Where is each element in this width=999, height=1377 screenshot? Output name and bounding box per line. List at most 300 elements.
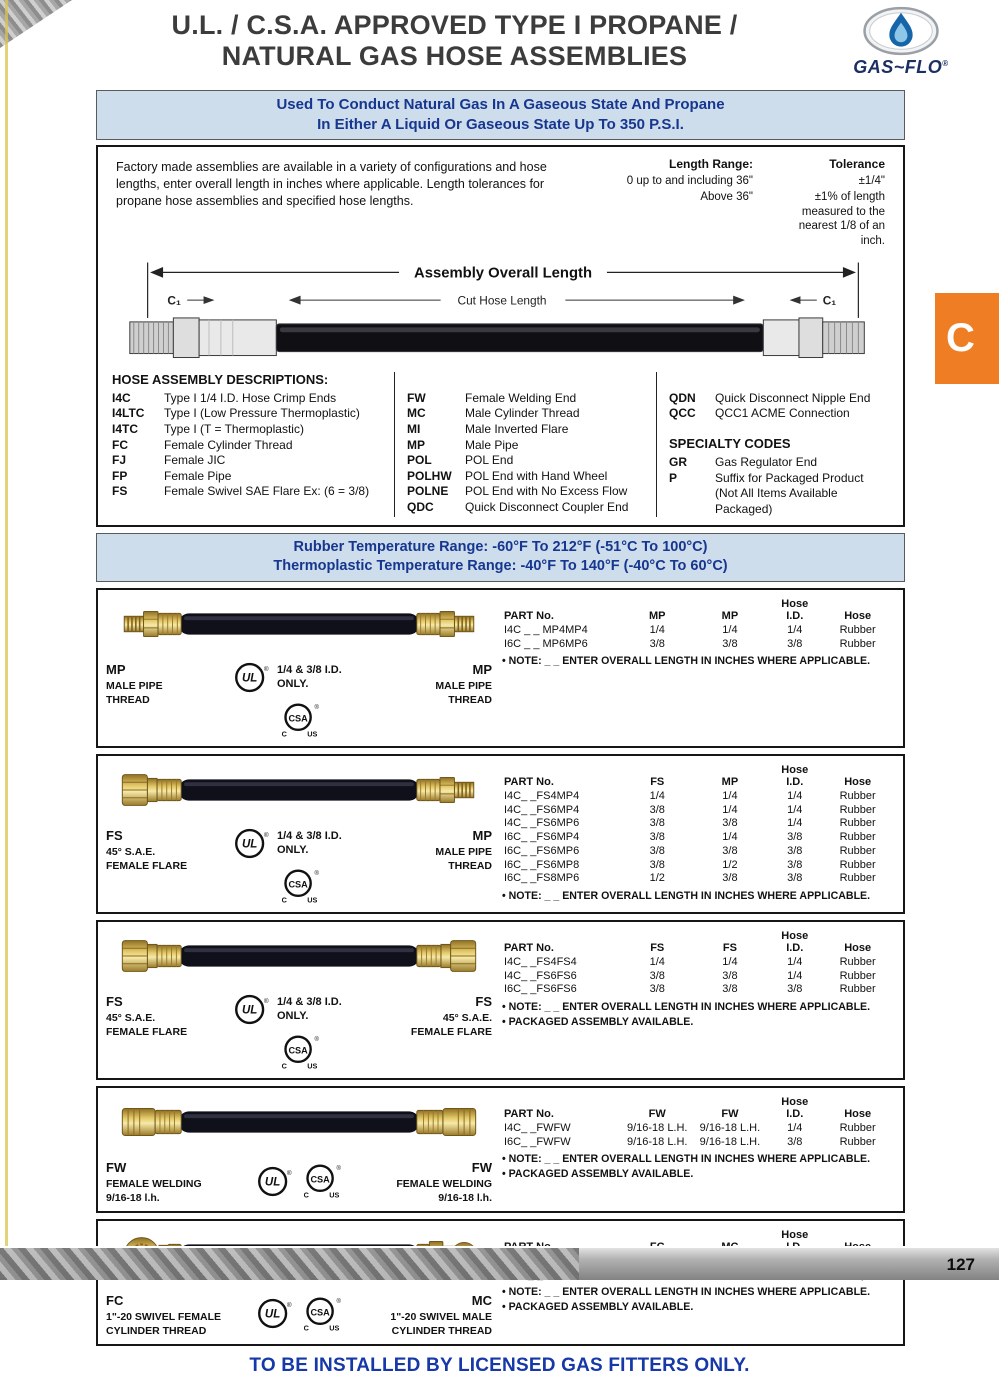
svg-text:®: ® xyxy=(314,871,319,878)
product-visual xyxy=(106,1093,492,1205)
part-spec: 3/8 xyxy=(787,844,803,857)
column-header: MP xyxy=(721,610,739,623)
part-spec: Rubber xyxy=(839,1135,876,1148)
assembly-code: P xyxy=(669,470,678,485)
left-fitting-label: FC 1"-20 SWIVEL FEMALE CYLINDER THREAD xyxy=(106,1293,222,1337)
table-notes xyxy=(502,889,895,904)
assembly-code: MP xyxy=(407,437,425,452)
assembly-code-row xyxy=(407,453,656,469)
table-note: • NOTE: _ _ ENTER OVERALL LENGTH IN INCHES WHERE APPLICABLE. xyxy=(502,890,871,903)
assembly-code-description: Female Cylinder Thread xyxy=(164,437,293,452)
assembly-code-row xyxy=(669,471,889,487)
table-note: • NOTE: _ _ ENTER OVERALL LENGTH IN INCHES WHERE APPLICABLE. xyxy=(502,1286,871,1299)
part-spec: 3/8 xyxy=(649,817,665,830)
assembly-code: QDC xyxy=(407,500,434,515)
part-spec: 3/8 xyxy=(722,983,738,996)
svg-text:C: C xyxy=(281,1061,287,1071)
column-header: I.D. xyxy=(786,610,804,623)
part-number: I4C_ _FS6MP6 xyxy=(504,817,580,830)
assembly-code-row xyxy=(407,438,656,454)
usage-banner-line2: In Either A Liquid Or Gaseous State Up To 350 P.S.I. xyxy=(317,115,684,133)
svg-text:CSA: CSA xyxy=(310,1174,330,1185)
part-spec: 3/8 xyxy=(649,983,665,996)
page-title-line1: U.L. / C.S.A. APPROVED TYPE I PROPANE / xyxy=(171,10,738,40)
part-spec: Rubber xyxy=(839,858,876,871)
part-spec: 9/16-18 L.H. xyxy=(699,1121,761,1134)
assembly-code-description: Female Pipe xyxy=(164,468,232,483)
part-spec: Rubber xyxy=(839,803,876,816)
assembly-code-row xyxy=(112,391,394,407)
svg-text:®: ® xyxy=(263,998,269,1006)
column-header: Hose xyxy=(844,776,872,789)
length-range-value: Above 36" xyxy=(700,191,753,204)
hose-id-preheader: Hose xyxy=(781,1229,809,1242)
part-spec: 1/4 xyxy=(787,955,803,968)
brand-name: GAS~FLO® xyxy=(853,57,949,77)
assembly-code-row xyxy=(669,486,889,517)
assembly-code-description: Type I (Low Pressure Thermoplastic) xyxy=(164,406,360,421)
description-list xyxy=(669,391,889,422)
svg-text:CSA: CSA xyxy=(310,1307,330,1318)
column-header: I.D. xyxy=(786,942,804,955)
part-spec: 3/8 xyxy=(722,872,738,885)
assembly-code: I4LTC xyxy=(112,406,145,421)
svg-text:UL: UL xyxy=(241,672,258,685)
ul-logo xyxy=(233,659,270,696)
part-spec: Rubber xyxy=(839,983,876,996)
part-number: I4C_ _FWFW xyxy=(504,1121,571,1134)
assembly-code: I4TC xyxy=(112,422,139,437)
part-spec: 3/8 xyxy=(649,637,665,650)
assembly-code-description: Type I (T = Thermoplastic) xyxy=(164,422,304,437)
right-fitting-label: FS 45° S.A.E. FEMALE FLARE xyxy=(410,994,492,1038)
part-spec: 3/8 xyxy=(722,844,738,857)
hose-id-preheader: Hose xyxy=(781,598,809,611)
assembly-code: FP xyxy=(112,468,128,483)
assembly-code-row xyxy=(112,438,394,454)
table-notes xyxy=(502,1152,895,1182)
svg-text:C: C xyxy=(303,1323,309,1333)
svg-text:®: ® xyxy=(314,1037,319,1044)
column-header: FS xyxy=(650,776,665,789)
column-header: FS xyxy=(722,942,737,955)
part-spec: 1/4 xyxy=(787,817,803,830)
column-header: PART No. xyxy=(504,942,554,955)
assembly-code: MC xyxy=(407,406,426,421)
part-number: I4C _ _ MP4MP4 xyxy=(504,623,588,636)
part-spec: 9/16-18 L.H. xyxy=(626,1135,688,1148)
parts-table-area xyxy=(492,927,895,1072)
assembly-code-row xyxy=(407,422,656,438)
part-spec: 1/4 xyxy=(649,955,665,968)
svg-text:US: US xyxy=(307,729,318,739)
table-row xyxy=(502,1122,895,1136)
part-spec: Rubber xyxy=(839,872,876,885)
part-number: I4C_ _FS6MP4 xyxy=(504,803,580,816)
assembly-code-row xyxy=(112,422,394,438)
certification-logos xyxy=(224,655,374,740)
column-header: FW xyxy=(648,1108,666,1121)
product-visual xyxy=(106,595,492,740)
part-spec: 3/8 xyxy=(787,637,803,650)
assembly-code-description: POL End with No Excess Flow xyxy=(465,484,628,499)
table-note: • NOTE: _ _ ENTER OVERALL LENGTH IN INCHES WHERE APPLICABLE. xyxy=(502,1153,871,1166)
table-row xyxy=(502,790,895,804)
assembly-code: MI xyxy=(407,422,421,437)
part-spec: 1/4 xyxy=(649,623,665,636)
assembly-code-row xyxy=(112,484,394,500)
part-number: I6C _ _ MP6MP6 xyxy=(504,637,588,650)
csa-logo xyxy=(300,1161,342,1201)
table-row xyxy=(502,983,895,997)
table-notes xyxy=(502,654,895,669)
column-header: I.D. xyxy=(786,776,804,789)
svg-text:®: ® xyxy=(286,1169,292,1177)
part-spec: 1/4 xyxy=(649,789,665,802)
assembly-code-description: Female Swivel SAE Flare Ex: (6 = 3/8) xyxy=(164,484,370,499)
svg-text:®: ® xyxy=(336,1166,341,1173)
svg-text:CSA: CSA xyxy=(288,879,308,890)
temperature-banner xyxy=(96,533,905,582)
table-row xyxy=(502,624,895,638)
table-row xyxy=(502,638,895,652)
svg-text:US: US xyxy=(307,1061,318,1071)
table-notes xyxy=(502,1285,895,1315)
table-row xyxy=(502,1136,895,1150)
parts-table xyxy=(502,1096,895,1149)
column-header: FW xyxy=(721,1108,739,1121)
product-section-fw-fw xyxy=(96,1086,905,1213)
table-row xyxy=(502,956,895,970)
part-number: I6C_ _FS6MP4 xyxy=(504,831,580,844)
product-section-fs-fs xyxy=(96,920,905,1080)
svg-text:C: C xyxy=(281,729,287,739)
column-header: I.D. xyxy=(786,1108,804,1121)
product-visual xyxy=(106,761,492,906)
certification-logos xyxy=(224,821,374,906)
part-spec: 1/2 xyxy=(649,872,665,885)
assembly-code: FJ xyxy=(112,453,127,468)
part-spec: 1/4 xyxy=(722,831,738,844)
part-spec: Rubber xyxy=(839,955,876,968)
part-spec: 3/8 xyxy=(722,817,738,830)
part-spec: Rubber xyxy=(839,844,876,857)
svg-text:C: C xyxy=(281,895,287,905)
hose-image xyxy=(106,762,492,818)
csa-logo xyxy=(300,1294,342,1334)
part-number: I4C_ _FS6FS6 xyxy=(504,969,577,982)
thermoplastic-temp-range: Thermoplastic Temperature Range: -40°F To 140°F (-40°C To 60°C) xyxy=(273,558,728,575)
part-spec: 1/4 xyxy=(722,955,738,968)
assembly-code-row xyxy=(407,391,656,407)
table-row xyxy=(502,859,895,873)
certification-logos xyxy=(224,987,374,1072)
left-fitting-label: FS 45° S.A.E. FEMALE FLARE xyxy=(106,994,188,1038)
page-header xyxy=(0,0,999,86)
specialty-codes-title: SPECIALTY CODES xyxy=(669,436,791,452)
svg-text:US: US xyxy=(329,1190,340,1200)
part-spec: Rubber xyxy=(839,831,876,844)
parts-table-area xyxy=(492,595,895,740)
svg-text:®: ® xyxy=(314,705,319,712)
ul-logo xyxy=(233,825,270,862)
assembly-code-row xyxy=(407,500,656,516)
assembly-code: FW xyxy=(407,390,426,405)
usage-banner-line1: Used To Conduct Natural Gas In A Gaseous State And Propane xyxy=(276,96,725,113)
part-spec: 1/4 xyxy=(722,623,738,636)
parts-table xyxy=(502,930,895,997)
part-spec: 3/8 xyxy=(787,831,803,844)
svg-text:®: ® xyxy=(263,666,269,674)
table-note: • PACKAGED ASSEMBLY AVAILABLE. xyxy=(502,1016,694,1029)
rubber-temp-range: Rubber Temperature Range: -60°F To 212°F (-51°C To 100°C) xyxy=(293,539,708,556)
gasflo-logo xyxy=(851,6,951,78)
part-spec: 3/8 xyxy=(649,969,665,982)
part-spec: 9/16-18 L.H. xyxy=(699,1135,761,1148)
part-spec: Rubber xyxy=(839,969,876,982)
id-note: 1/4 & 3/8 I.D. ONLY. xyxy=(277,996,342,1022)
id-note: 1/4 & 3/8 I.D. ONLY. xyxy=(277,664,342,690)
product-section-fc-mc xyxy=(96,1219,905,1346)
cut-hose-length-label: Cut Hose Length xyxy=(457,293,547,308)
certification-logos xyxy=(224,1153,374,1205)
part-spec: 3/8 xyxy=(787,872,803,885)
descriptions-title: HOSE ASSEMBLY DESCRIPTIONS: xyxy=(112,371,329,387)
part-spec: 1/4 xyxy=(787,1121,803,1134)
svg-text:®: ® xyxy=(336,1298,341,1305)
intro-paragraph: Factory made assemblies are available in a variety of configurations and hose lengths, enter overall length in inches where applicable. Length tolerances for propane hose assemblies and specified hose lengths. xyxy=(116,160,547,208)
part-spec: 3/8 xyxy=(722,969,738,982)
table-row xyxy=(502,804,895,818)
column-header: MP xyxy=(721,776,739,789)
svg-text:US: US xyxy=(329,1323,340,1333)
svg-text:CSA: CSA xyxy=(288,713,308,724)
product-section-fs-mp xyxy=(96,754,905,914)
overall-length-label: Assembly Overall Length xyxy=(414,265,592,282)
assembly-code-description: QCC1 ACME Connection xyxy=(715,406,850,421)
assembly-code: POLHW xyxy=(407,468,452,483)
assembly-code: I4C xyxy=(112,390,131,405)
svg-text:UL: UL xyxy=(264,1176,281,1189)
assembly-code-description: Female JIC xyxy=(164,453,226,468)
assembly-code: QDN xyxy=(669,390,696,405)
right-fitting-label: MP MALE PIPE THREAD xyxy=(435,828,492,872)
assembly-code: POL xyxy=(407,453,432,468)
part-spec: Rubber xyxy=(839,789,876,802)
assembly-code-description: Female Welding End xyxy=(465,390,577,405)
part-spec: 3/8 xyxy=(649,858,665,871)
usage-banner xyxy=(96,90,905,140)
tolerance-value: ±1% of length measured to the nearest 1/8 of an inch. xyxy=(798,191,885,247)
assembly-code-description: Male Inverted Flare xyxy=(465,422,569,437)
table-row xyxy=(502,831,895,845)
description-list xyxy=(407,391,656,516)
coupling-length-label-right: C₁ xyxy=(822,293,837,308)
assembly-code-row xyxy=(407,406,656,422)
part-spec: 1/2 xyxy=(722,858,738,871)
left-fitting-label: MP MALE PIPE THREAD xyxy=(106,662,163,706)
csa-logo xyxy=(278,1032,320,1072)
table-note: • PACKAGED ASSEMBLY AVAILABLE. xyxy=(502,1168,694,1181)
assembly-code-description: POL End xyxy=(465,453,514,468)
part-number: I6C_ _FS6MP8 xyxy=(504,858,580,871)
svg-text:UL: UL xyxy=(241,1004,258,1017)
table-note: • NOTE: _ _ ENTER OVERALL LENGTH IN INCHES WHERE APPLICABLE. xyxy=(502,1001,871,1014)
part-spec: Rubber xyxy=(839,623,876,636)
product-visual xyxy=(106,927,492,1072)
section-tab-c xyxy=(935,293,999,384)
left-fitting-label: FS 45° S.A.E. FEMALE FLARE xyxy=(106,828,188,872)
page-edge-line xyxy=(5,0,8,1246)
page-title-line2: NATURAL GAS HOSE ASSEMBLIES xyxy=(221,41,688,72)
part-spec: 1/4 xyxy=(787,969,803,982)
hose-assembly-descriptions xyxy=(112,372,889,518)
svg-text:CSA: CSA xyxy=(288,1045,308,1056)
assembly-length-diagram xyxy=(112,256,894,366)
hose-id-preheader: Hose xyxy=(781,764,809,777)
table-row xyxy=(502,817,895,831)
table-row xyxy=(502,845,895,859)
part-spec: Rubber xyxy=(839,817,876,830)
ul-logo xyxy=(256,1295,293,1332)
part-spec: 3/8 xyxy=(787,858,803,871)
description-list xyxy=(669,455,889,517)
assembly-code-description: Type I 1/4 I.D. Hose Crimp Ends xyxy=(164,390,337,405)
part-spec: 3/8 xyxy=(722,637,738,650)
registered-mark: ® xyxy=(942,59,949,68)
parts-table xyxy=(502,764,895,886)
part-spec: 3/8 xyxy=(787,1135,803,1148)
assembly-code-row xyxy=(112,406,394,422)
table-note: • NOTE: _ _ ENTER OVERALL LENGTH IN INCHES WHERE APPLICABLE. xyxy=(502,655,871,668)
assembly-code-row xyxy=(112,469,394,485)
parts-table xyxy=(502,598,895,651)
column-header: MP xyxy=(648,610,666,623)
id-note: 1/4 & 3/8 I.D. ONLY. xyxy=(277,830,342,856)
svg-text:UL: UL xyxy=(264,1309,281,1322)
part-spec: 3/8 xyxy=(649,844,665,857)
part-spec: Rubber xyxy=(839,1121,876,1134)
length-range-value: 0 up to and including 36" xyxy=(626,175,753,187)
part-spec: 3/8 xyxy=(649,831,665,844)
assembly-code: FC xyxy=(112,437,128,452)
flame-icon xyxy=(861,6,941,56)
certification-logos xyxy=(224,1286,374,1338)
hose-image xyxy=(106,596,492,652)
right-fitting-label: MP MALE PIPE THREAD xyxy=(435,662,492,706)
product-visual xyxy=(106,1226,492,1338)
length-tolerance-info xyxy=(595,157,885,248)
hose-image xyxy=(106,928,492,984)
part-spec: 1/4 xyxy=(722,803,738,816)
svg-text:C: C xyxy=(303,1190,309,1200)
column-header: PART No. xyxy=(504,610,554,623)
part-spec: 1/4 xyxy=(787,803,803,816)
description-list xyxy=(112,391,394,500)
installation-warning: TO BE INSTALLED BY LICENSED GAS FITTERS ONLY. xyxy=(249,1354,750,1376)
assembly-code: QCC xyxy=(669,406,696,421)
part-spec: 3/8 xyxy=(787,983,803,996)
column-header: PART No. xyxy=(504,1108,554,1121)
assembly-code-description: Gas Regulator End xyxy=(715,455,818,470)
assembly-code-description: Suffix for Packaged Product xyxy=(715,470,864,485)
part-number: I6C_ _FWFW xyxy=(504,1135,571,1148)
part-spec: 9/16-18 L.H. xyxy=(626,1121,688,1134)
coupling-length-label-left: C₁ xyxy=(167,293,181,308)
hose-id-preheader: Hose xyxy=(781,1096,809,1109)
part-spec: 3/8 xyxy=(649,803,665,816)
column-header: PART No. xyxy=(504,776,554,789)
csa-logo xyxy=(278,866,320,906)
section-tab-letter: C xyxy=(946,316,975,360)
assembly-code-description: POL End with Hand Wheel xyxy=(465,468,608,483)
tolerance-value: ±1/4" xyxy=(858,175,885,187)
hose-id-preheader: Hose xyxy=(781,930,809,943)
ul-logo xyxy=(233,991,270,1028)
assembly-code-row xyxy=(669,455,889,471)
parts-table-area xyxy=(492,1226,895,1338)
part-number: I6C_ _FS6MP6 xyxy=(504,844,580,857)
assembly-code-description: (Not All Items Available Packaged) xyxy=(715,486,838,516)
product-section-mp-mp xyxy=(96,588,905,748)
assembly-code-description: Quick Disconnect Coupler End xyxy=(465,500,629,515)
overview-box xyxy=(96,145,905,527)
right-fitting-label: FW FEMALE WELDING 9/16-18 l.h. xyxy=(396,1160,492,1204)
column-header: Hose xyxy=(844,1108,872,1121)
assembly-code-description: Male Cylinder Thread xyxy=(465,406,580,421)
page-number: 127 xyxy=(946,1255,975,1274)
parts-table-area xyxy=(492,761,895,906)
assembly-code: GR xyxy=(669,455,687,470)
parts-table-area xyxy=(492,1093,895,1205)
part-number: I4C_ _FS4FS4 xyxy=(504,955,577,968)
assembly-code-row xyxy=(407,484,656,500)
part-number: I6C_ _FS6FS6 xyxy=(504,983,577,996)
part-spec: 1/4 xyxy=(787,789,803,802)
csa-logo xyxy=(278,700,320,740)
column-header: Hose xyxy=(844,942,872,955)
table-note: • PACKAGED ASSEMBLY AVAILABLE. xyxy=(502,1301,694,1314)
assembly-code: POLNE xyxy=(407,484,449,499)
part-number: I4C_ _FS4MP4 xyxy=(504,789,580,802)
part-spec: 1/4 xyxy=(722,789,738,802)
assembly-code-row xyxy=(669,391,889,407)
page-title xyxy=(60,10,849,73)
svg-text:®: ® xyxy=(286,1302,292,1310)
left-fitting-label: FW FEMALE WELDING 9/16-18 l.h. xyxy=(106,1160,202,1204)
right-fitting-label: MC 1"-20 SWIVEL MALE CYLINDER THREAD xyxy=(390,1293,492,1337)
table-row xyxy=(502,970,895,984)
part-number: I6C_ _FS8MP6 xyxy=(504,872,580,885)
svg-text:®: ® xyxy=(263,832,269,840)
assembly-code-row xyxy=(669,406,889,422)
assembly-code: FS xyxy=(112,484,128,499)
part-spec: 1/4 xyxy=(787,623,803,636)
svg-text:US: US xyxy=(307,895,318,905)
table-notes xyxy=(502,1000,895,1030)
column-header: FS xyxy=(650,942,665,955)
assembly-diagram-svg xyxy=(112,256,894,366)
part-spec: Rubber xyxy=(839,637,876,650)
assembly-code-row xyxy=(407,469,656,485)
assembly-code-row xyxy=(112,453,394,469)
page-footer-bar xyxy=(0,1246,999,1280)
svg-text:UL: UL xyxy=(241,838,258,851)
tolerance-label: Tolerance xyxy=(829,157,885,171)
assembly-code-description: Male Pipe xyxy=(465,437,519,452)
hose-illustration xyxy=(130,318,864,358)
ul-logo xyxy=(256,1163,293,1200)
